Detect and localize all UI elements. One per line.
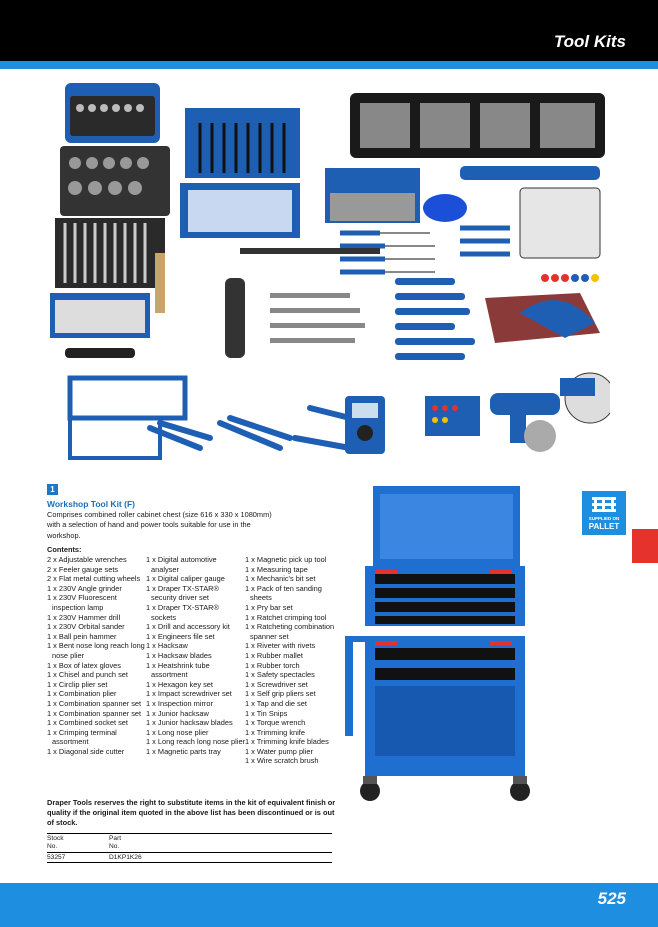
list-item: 1 x Engineers file set: [146, 631, 215, 641]
contents-column-3: [245, 555, 335, 766]
list-item: 1 x Pack of ten sanding sheets: [245, 583, 322, 603]
list-item: 2 x Feeler gauge sets: [47, 564, 119, 574]
substitution-disclaimer: Draper Tools reserves the right to substitute items in the kit of equivalent finish or quality if the original item quoted in the above list has been discontinued or is out of stock.: [47, 798, 336, 827]
item-number: 1: [47, 484, 58, 495]
list-item: 1 x Digital caliper gauge: [146, 574, 225, 584]
contents-heading: Contents:: [47, 545, 82, 554]
header-stock-line1: Stock: [47, 835, 64, 842]
list-item: 2 x Adjustable wrenches: [47, 555, 127, 564]
list-item: 1 x Crimping terminal assortment: [47, 727, 117, 747]
header-part-no: [109, 834, 332, 853]
page-footer: [0, 883, 658, 927]
list-item: 1 x Rubber torch: [245, 660, 300, 670]
list-item: 1 x Combination spanner set: [47, 698, 142, 708]
list-item: 1 x Safety spectacles: [245, 670, 315, 680]
page-header: [0, 0, 658, 61]
stock-table-header: [47, 834, 332, 853]
list-item: 1 x Self grip pliers set: [245, 689, 316, 699]
list-item: 1 x Ball pein hammer: [47, 631, 117, 641]
list-item: 1 x Diagonal side cutter: [47, 746, 125, 756]
list-item: 1 x Draper TX-STAR® security driver set: [146, 583, 219, 603]
list-item: 1 x Tin Snips: [245, 708, 288, 718]
list-item: 1 x Hacksaw blades: [146, 650, 212, 660]
list-item: 1 x Digital automotive analyser: [146, 555, 217, 574]
stock-number: 53257: [47, 853, 109, 863]
part-number: D1KP1K26: [109, 853, 332, 863]
list-item: 1 x Water pump plier: [245, 746, 313, 756]
list-item: 1 x Long reach long nose plier: [146, 737, 246, 747]
list-item: 1 x Torque wrench: [245, 718, 306, 728]
list-item: 1 x Long nose plier: [146, 727, 209, 737]
list-item: 1 x 230V Hammer drill: [47, 612, 121, 622]
list-item: 1 x Mechanic's bit set: [245, 574, 316, 584]
list-item: 1 x Tap and die set: [245, 698, 307, 708]
list-item: 1 x Chisel and punch set: [47, 670, 128, 680]
list-item: 1 x Combination spanner set: [47, 708, 142, 718]
list-item: 1 x 230V Angle grinder: [47, 583, 122, 593]
pallet-icon: [591, 496, 617, 514]
list-item: 1 x Junior hacksaw blades: [146, 718, 233, 728]
list-item: 1 x Ratcheting combination spanner set: [245, 622, 335, 641]
header-stock-no: [47, 834, 109, 853]
list-item: 1 x Measuring tape: [245, 564, 308, 574]
contents-column-2: [146, 555, 246, 756]
list-item: 1 x Pry bar set: [245, 602, 293, 612]
supplied-on-pallet-badge: [582, 491, 626, 535]
list-item: 1 x Circlip plier set: [47, 679, 108, 689]
list-item: 1 x Wire scratch brush: [245, 756, 319, 766]
page-number: 525: [597, 889, 626, 908]
list-item: 1 x Heatshrink tube assortment: [146, 660, 210, 680]
header-stripe: [0, 61, 658, 69]
list-item: 1 x Hexagon key set: [146, 679, 213, 689]
header-stock-line2: No.: [47, 843, 58, 850]
list-item: 1 x Trimming knife blades: [245, 737, 329, 747]
list-item: 1 x Rubber mallet: [245, 650, 303, 660]
list-item: 1 x Magnetic pick up tool: [245, 555, 327, 564]
table-row: [47, 853, 332, 863]
list-item: 1 x Bent nose long reach long nose plier: [47, 641, 145, 660]
header-part-line2: No.: [109, 843, 120, 850]
list-item: 1 x Drill and accessory kit: [146, 622, 230, 632]
list-item: 1 x Hacksaw: [146, 641, 188, 651]
product-description: Comprises combined roller cabinet chest (size 616 x 330 x 1080mm) with a selection of hand and power tools suitable for use in the workshop.: [47, 510, 272, 540]
list-item: 1 x Impact screwdriver set: [146, 689, 232, 699]
list-item: 2 x Flat metal cutting wheels: [47, 574, 141, 584]
badge-top-text: SUPPLIED ON: [588, 516, 620, 521]
list-item: 1 x Riveter with rivets: [245, 641, 316, 651]
section-tab: [632, 529, 658, 563]
list-item: 1 x Combined socket set: [47, 718, 128, 728]
list-item: 1 x 230V Fluorescent inspection lamp: [47, 593, 117, 612]
list-item: 1 x Inspection mirror: [146, 698, 213, 708]
badge-bottom-text: PALLET: [588, 522, 620, 531]
list-item: 1 x Box of latex gloves: [47, 660, 121, 670]
section-title: Tool Kits: [553, 32, 626, 51]
list-item: 1 x Combination plier: [47, 689, 117, 699]
header-part-line1: Part: [109, 835, 122, 842]
tool-kit-photo: [40, 78, 610, 473]
roller-cabinet-chest-photo: [335, 486, 545, 816]
list-item: 1 x Screwdriver set: [245, 679, 308, 689]
stock-table: [47, 833, 332, 863]
list-item: 1 x Trimming knife: [245, 727, 305, 737]
list-item: 1 x 230V Orbital sander: [47, 622, 125, 632]
list-item: 1 x Junior hacksaw: [146, 708, 209, 718]
product-title: Workshop Tool Kit (F): [47, 499, 135, 509]
list-item: 1 x Ratchet crimping tool: [245, 612, 327, 622]
list-item: 1 x Draper TX-STAR® sockets: [146, 602, 219, 622]
list-item: 1 x Magnetic parts tray: [146, 746, 221, 756]
contents-column-1: [47, 555, 147, 756]
